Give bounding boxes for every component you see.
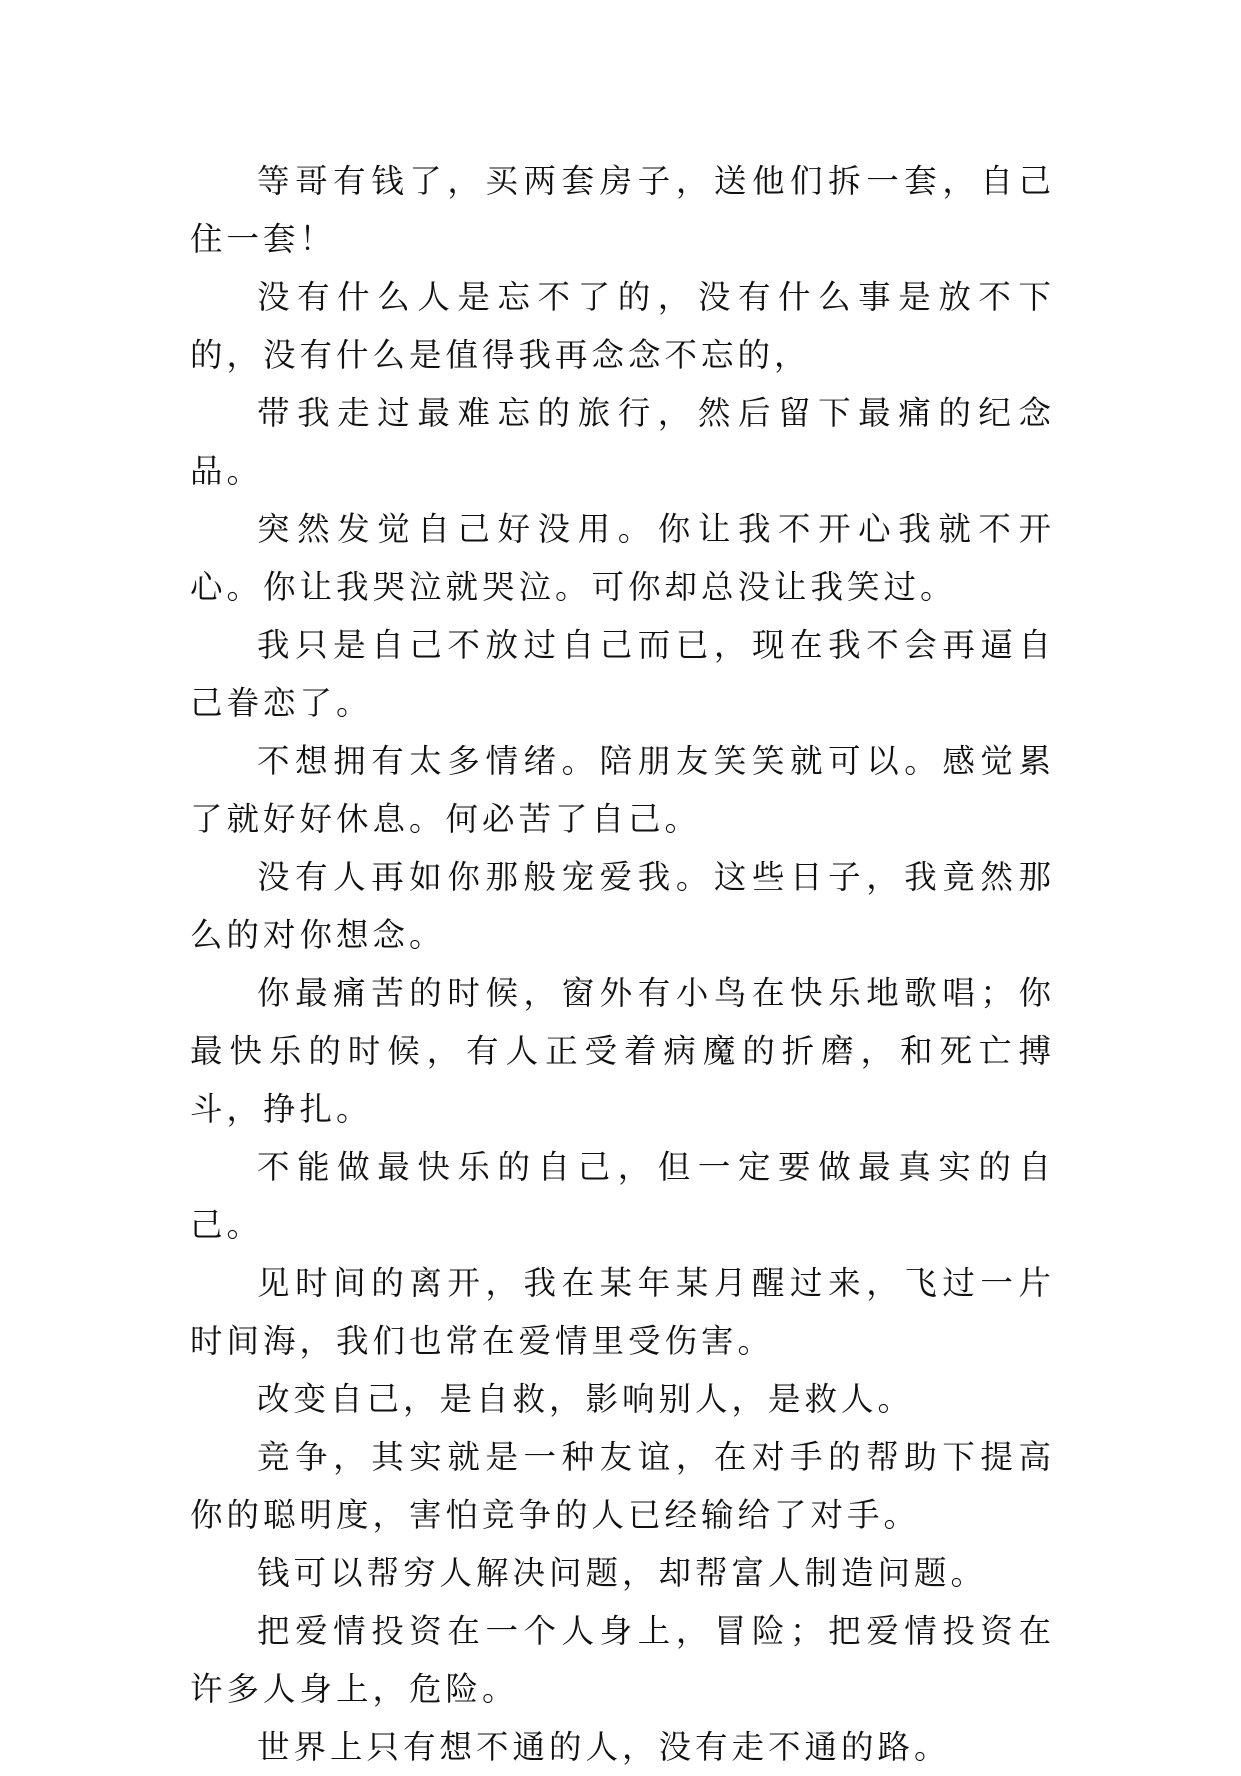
paragraph: 带我走过最难忘的旅行，然后留下最痛的纪念品。	[190, 394, 1055, 490]
paragraph: 没有人再如你那般宠爱我。这些日子，我竟然那么的对你想念。	[190, 858, 1055, 954]
paragraph: 竞争，其实就是一种友谊，在对手的帮助下提高你的聪明度，害怕竞争的人已经输给了对手。	[190, 1438, 1055, 1534]
paragraph: 没有什么人是忘不了的，没有什么事是放不下的，没有什么是值得我再念念不忘的，	[190, 278, 1055, 374]
paragraph: 我只是自己不放过自己而已，现在我不会再逼自己眷恋了。	[190, 626, 1055, 722]
paragraph: 等哥有钱了，买两套房子，送他们拆一套，自己住一套！	[190, 162, 1055, 258]
paragraph: 把爱情投资在一个人身上，冒险；把爱情投资在许多人身上，危险。	[190, 1612, 1055, 1708]
paragraph: 钱可以帮穷人解决问题，却帮富人制造问题。	[257, 1554, 988, 1592]
paragraph: 世界上只有想不通的人，没有走不通的路。	[257, 1728, 951, 1766]
document-body	[190, 152, 1055, 1776]
paragraph: 你最痛苦的时候，窗外有小鸟在快乐地歌唱；你最快乐的时候，有人正受着病魔的折磨，和死亡搏斗，挣扎。	[190, 974, 1055, 1128]
paragraph: 不能做最快乐的自己，但一定要做最真实的自己。	[190, 1148, 1055, 1244]
paragraph: 改变自己，是自救，影响别人，是救人。	[257, 1380, 915, 1418]
paragraph: 突然发觉自己好没用。你让我不开心我就不开心。你让我哭泣就哭泣。可你却总没让我笑过。	[190, 510, 1055, 606]
paragraph: 不想拥有太多情绪。陪朋友笑笑就可以。感觉累了就好好休息。何必苦了自己。	[190, 742, 1055, 838]
paragraph: 见时间的离开，我在某年某月醒过来，飞过一片时间海，我们也常在爱情里受伤害。	[190, 1264, 1055, 1360]
